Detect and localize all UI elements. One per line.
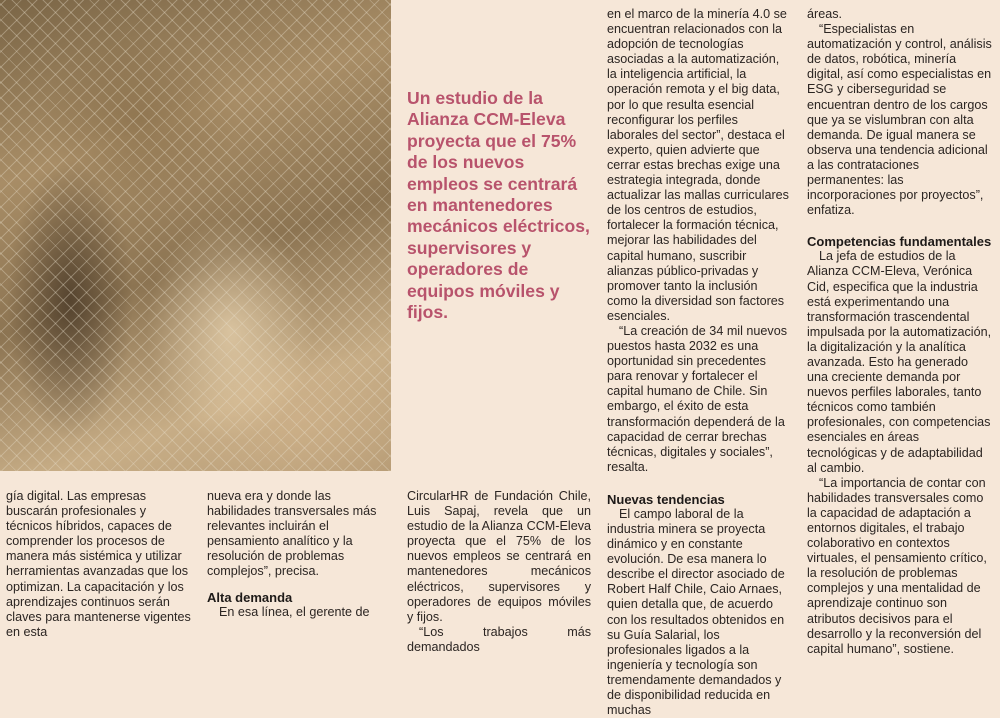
paragraph: “La importancia de contar con habilidades transversales como la capacidad de adaptación a entornos digitales, el trabajo colaborativo en contextos virtuales, el pensamiento crítico, la resolución de problemas complejos y una mentalidad de aprendizaje continuo son atributos decisivos para el desarrollo y la reconversión del capital humano”, sostiene. xyxy=(807,475,987,656)
rock-mesh-texture xyxy=(0,0,391,471)
section-heading-alta-demanda: Alta demanda xyxy=(207,589,293,605)
pull-quote: Un estudio de la Alianza CCM-Eleva proyecta que el 75% de los nuevos empleos se centrará en mantenedores mecánicos eléctricos, supervisores y operadores de equipos móviles y fijos. xyxy=(407,88,590,323)
paragraph: El campo laboral de la industria minera se proyecta dinámico y en constante evolución. De esa manera lo describe el director asociado de Robert Half Chile, Caio Arnaes, quien detalla que, de acuerdo con los resultados obtenidos en su Guía Salarial, los profesionales ligados a la ingeniería y tecnología son tremendamente demandados y de disponibilidad reducida en muchas xyxy=(607,506,785,718)
column-5 xyxy=(807,7,992,657)
column-2 xyxy=(207,489,385,620)
section-heading-competencias: Competencias fundamentales xyxy=(807,234,992,250)
paragraph: en el marco de la minería 4.0 se encuentran relacionados con la adopción de tecnologías asociadas a la automatización, la inteligencia artificial, la operación remota y el big data, por lo que resulta esencial reconfigurar los perfiles laborales del sector”, destaca el experto, quien advierte que cerrar estas brechas exige una estrategia integrada, donde actualizar las mallas curriculares de los centros de estudios, fortalecer la formación técnica, mejorar las habilidades del capital humano, suscribir alianzas público-privadas y promover tanto la inclusión como la diversidad son factores esenciales. xyxy=(607,7,789,323)
paragraph: áreas. xyxy=(807,7,843,21)
paragraph: CircularHR de Fundación Chile, Luis Sapaj, revela que un estudio de la Alianza CCM-Eleva proyecta que el 75% de los nuevos empleos se centrará en mantenedores mecánicos eléctricos, supervisores y operadores de equipos móviles y fijos. xyxy=(407,489,591,624)
paragraph: gía digital. Las empresas buscarán profesionales y técnicos híbridos, capaces de comprender los procesos de manera más sistémica y utilizar herramientas avanzadas que los optimizan. La capacitación y los aprendizajes continuos serán claves para mantenerse vigentes en esta xyxy=(6,489,191,639)
paragraph: La jefa de estudios de la Alianza CCM-Eleva, Verónica Cid, especifica que la industria está experimentando una transformación trascendental impulsada por la automatización, la digitalización y la analítica avanzada. Esto ha generado una creciente demanda por nuevos perfiles laborales, tanto técnicos como también profesionales, con competencias esenciales en áreas tecnológicas y de adaptabilidad al cambio. xyxy=(807,249,992,475)
column-4 xyxy=(607,7,790,718)
paragraph: En esa línea, el gerente de xyxy=(219,604,370,619)
column-3 xyxy=(407,489,591,655)
paragraph: “La creación de 34 mil nuevos puestos hasta 2032 es una oportunidad sin precedentes para renovar y fortalecer el capital humano de Chile. Sin embargo, el éxito de esta transformación dependerá de la capacidad de cerrar brechas técnicas, digitales y sociales”, resalta. xyxy=(607,323,788,474)
mine-tunnel-photo xyxy=(0,0,391,471)
paragraph: nueva era y donde las habilidades transversales más relevantes incluirán el pensamiento analítico y la resolución de problemas complejos”, precisa. xyxy=(207,489,377,579)
section-heading-nuevas-tendencias: Nuevas tendencias xyxy=(607,491,725,507)
paragraph: “Especialistas en automatización y control, análisis de datos, robótica, minería digital, así como especialistas en ESG y ciberseguridad se encuentran dentro de los cargos que ya se vislumbran con alta demanda. De igual manera se observa una tendencia adicional a las contrataciones permanentes: las incorporaciones por proyectos”, enfatiza. xyxy=(807,22,992,218)
column-1 xyxy=(6,489,194,640)
paragraph: “Los trabajos más demandados xyxy=(407,624,591,654)
